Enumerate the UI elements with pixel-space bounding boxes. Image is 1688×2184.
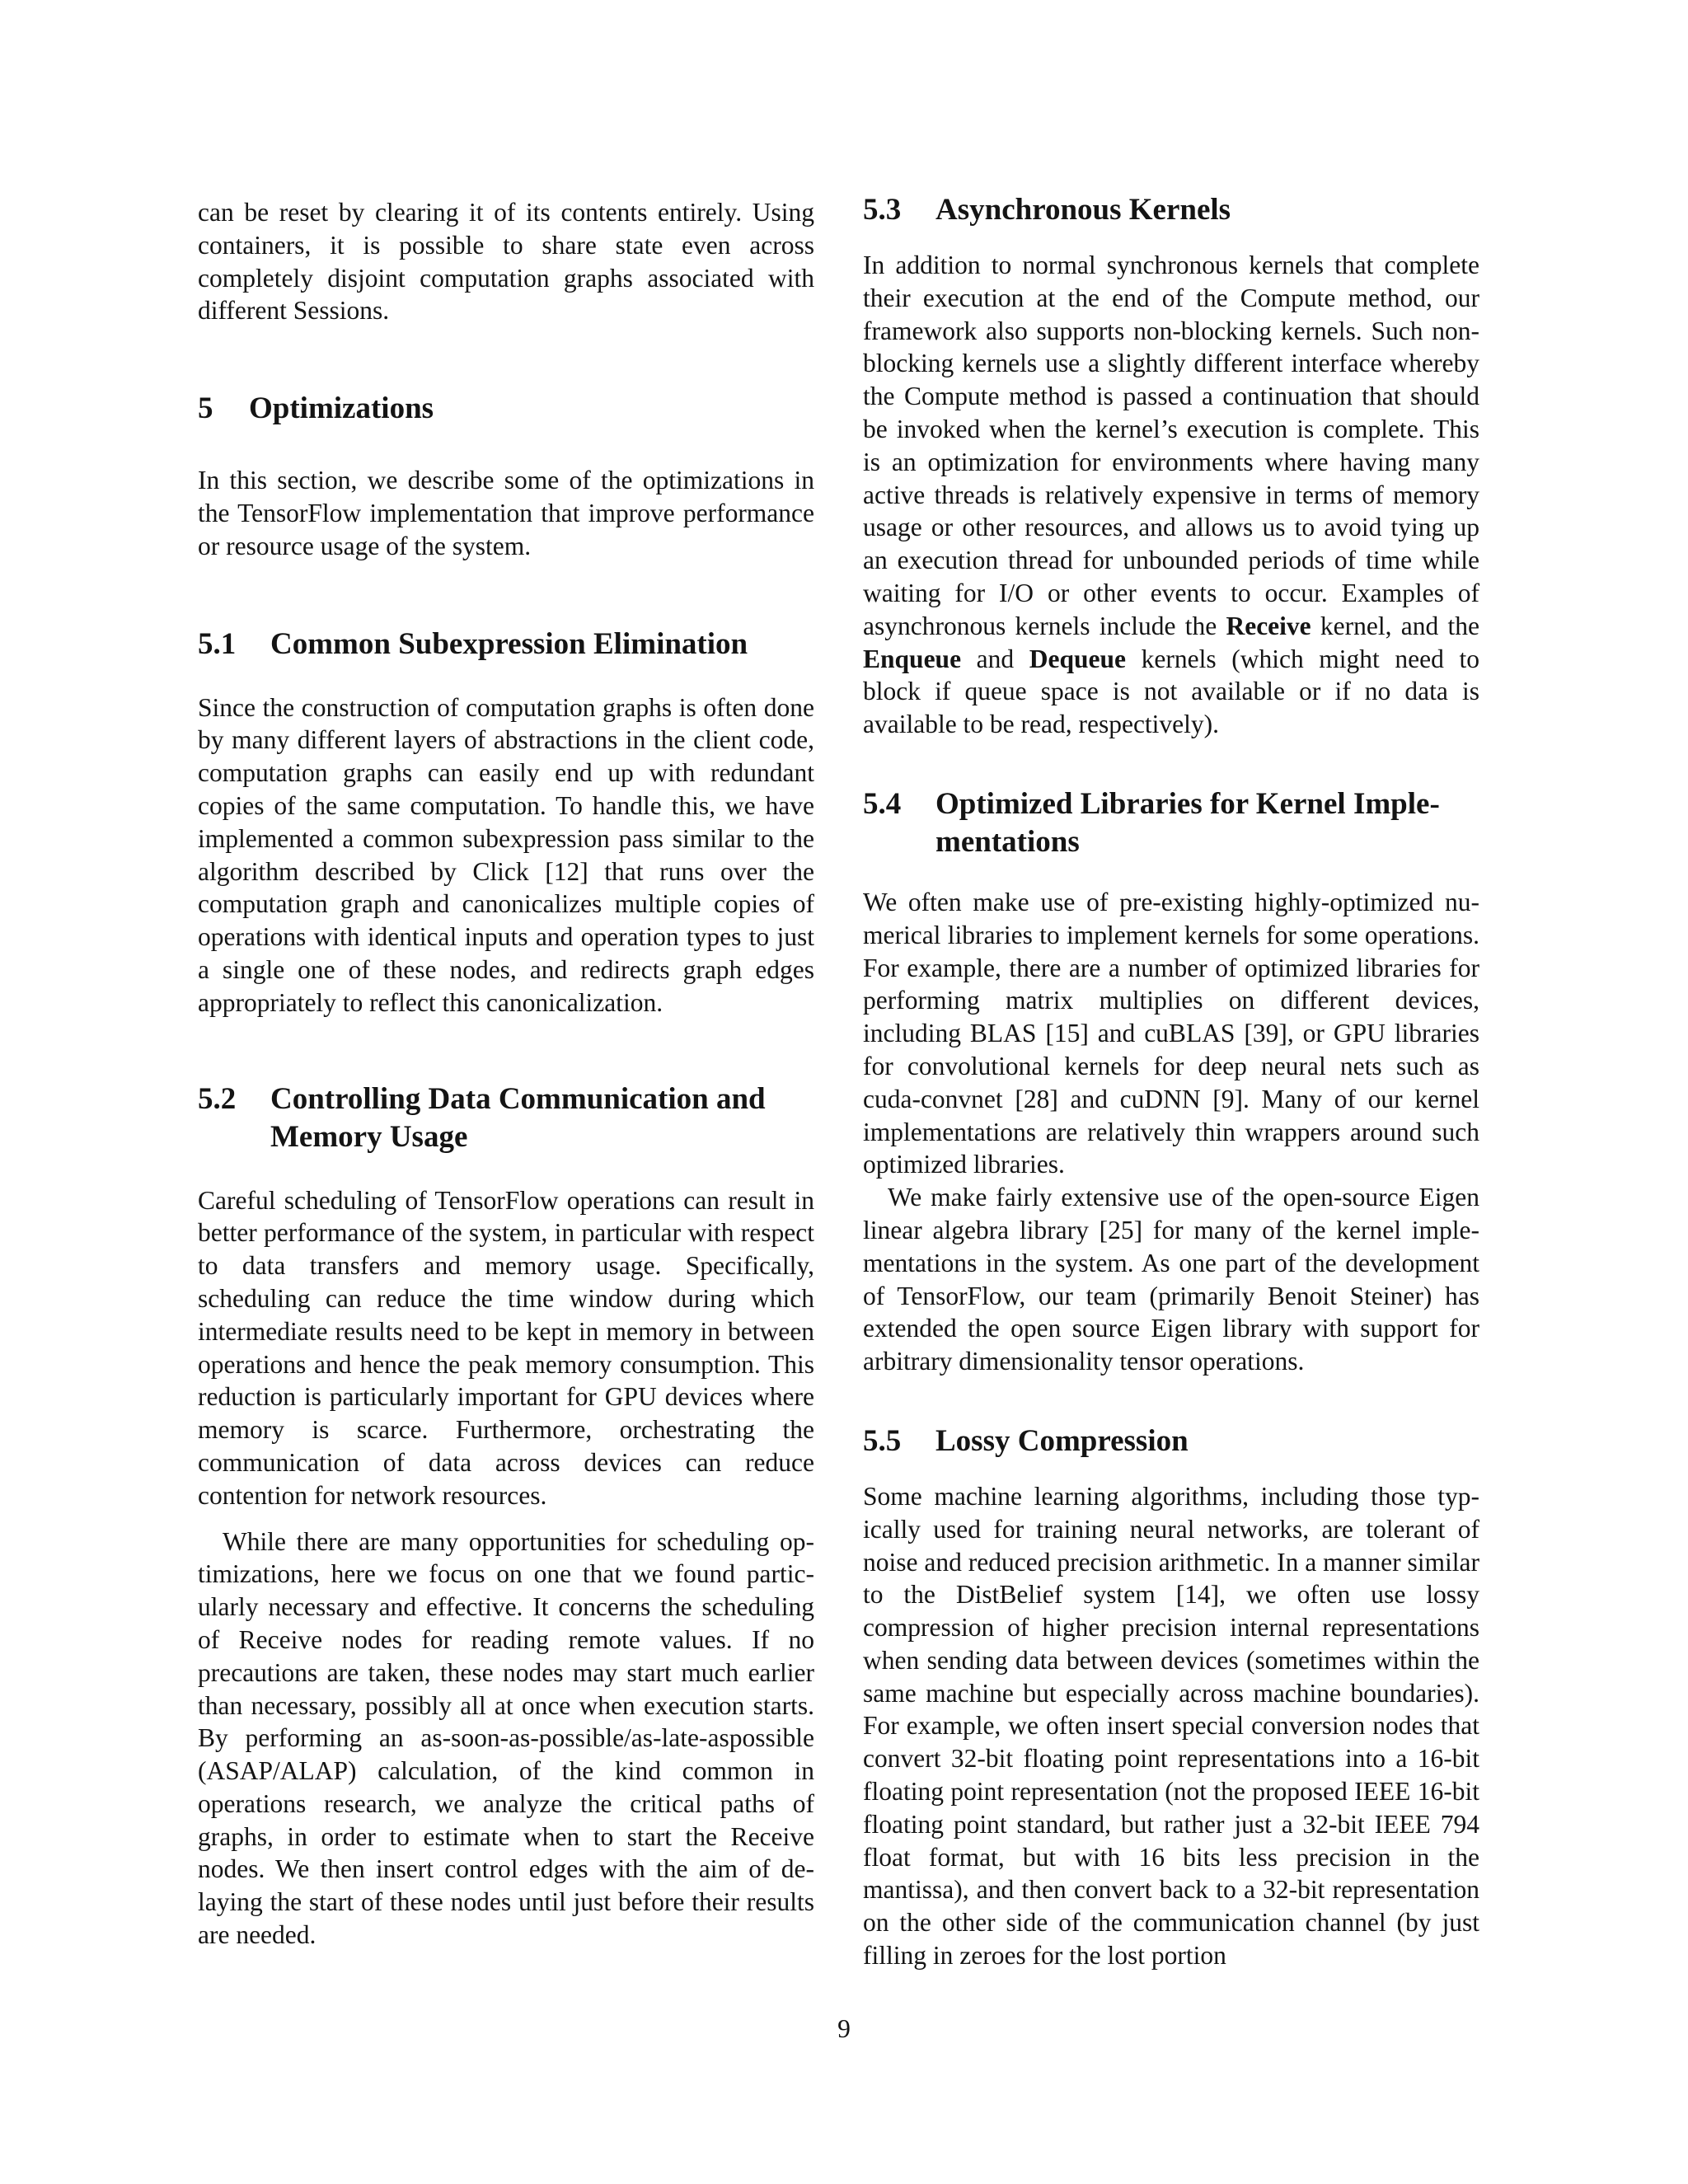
enqueue-kernel-name: Enqueue — [863, 644, 962, 673]
section-5-4-para-1: We often make use of pre-existing highly-optimized numerical libraries to implement kernels for some operations. For example, there are a number of optimized libraries for performing matrix multiplies on different devices, including BLAS [15] and cuBLAS [39], or GPU libraries for convolutional kernels for deep neural nets such as cuda-convnet [28] and cuDNN [9]. Many of our kernel implementations are relatively thin wrappers around such optimized libraries. — [863, 887, 1479, 1179]
section-5-1-heading — [198, 626, 814, 663]
left-column — [198, 196, 814, 1952]
subsection-number: 5.1 — [198, 626, 237, 661]
subsection-title: Common Subexpression Elimination — [270, 626, 748, 661]
section-5-2-heading — [198, 1080, 814, 1156]
subsection-number: 5.4 — [863, 786, 902, 821]
section-5-5-heading — [863, 1422, 1479, 1460]
subsection-number: 5.2 — [198, 1081, 237, 1116]
section-5-3-heading — [863, 191, 1479, 229]
section-5-heading — [198, 390, 814, 428]
section-5-body: In this section, we describe some of the optimizations in the TensorFlow implementation that improve performance or resource usage of the system. — [198, 466, 814, 560]
section-number: 5 — [198, 391, 213, 426]
subsection-title: Optimized Libraries for Kernel Implementations — [935, 786, 1440, 859]
subsection-number: 5.3 — [863, 193, 902, 227]
body-text: kernel, and the — [1311, 611, 1480, 640]
subsection-title: Asynchronous Kernels — [935, 193, 1231, 227]
continuation-paragraph: can be reset by clearing it of its contents entirely. Using containers, it is possible to share state even across completely disjoint computation graphs associated with different Sessions. — [198, 198, 814, 326]
body-text: kernels (which might need to block if queue space is not available or if no data is available to be read, respectively). — [863, 644, 1480, 739]
section-5-3-body — [863, 249, 1479, 741]
subsection-number: 5.5 — [863, 1423, 902, 1458]
receive-kernel-name: Receive — [1226, 611, 1311, 640]
section-5-4-para-2: We make fairly extensive use of the open-source Eigen linear algebra library [25] for many of the kernel implementations in the system. As one part of the development of TensorFlow, our team (primarily Benoit Steiner) has extended the open source Eigen library with support for arbitrary dimensionality tensor operations. — [863, 1183, 1479, 1376]
subsection-title: Controlling Data Communication and Memory Usage — [270, 1081, 766, 1154]
section-5-2-para-2: While there are many opportunities for scheduling optimizations, here we focus on one that we found particularly necessary and effective. It concerns the scheduling of Receive nodes for reading remote values. If no precautions are taken, these nodes may start much earlier than necessary, possibly all at once when execution starts. By performing an as-soon-as-possible/as-late-aspossible (ASAP/ALAP) calculation, of the kind common in operations research, we analyze the critical paths of graphs, in order to estimate when to start the Receive nodes. We then insert control edges with the aim of delaying the start of these nodes until just before their results are needed. — [198, 1526, 814, 1950]
section-title: Optimizations — [249, 391, 434, 426]
section-5-1-body: Since the construction of computation graphs is often done by many different layers of abstractions in the client code, computation graphs can easily end up with redundant copies of the same computation. To handle this, we have implemented a common subexpression pass similar to the algorithm described by Click [12] that runs over the computation graph and canonicalizes multiple copies of operations with identical inputs and operation types to just a single one of these nodes, and redirects graph edges appropriately to reflect this canonicalization. — [198, 692, 814, 1017]
section-5-5-body: Some machine learning algorithms, including those typically used for training neural networks, are tolerant of noise and reduced precision arithmetic. In a manner similar to the DistBelief system [14], we often use lossy compression of higher precision internal representations when sending data between devices (sometimes within the same machine but especially across machine boundaries). For example, we often insert special conversion nodes that convert 32-bit floating point representations into a 16-bit floating point representation (not the proposed IEEE 16-bit floating point standard, but rather just a 32-bit IEEE 794 float format, but with 16 bits less precision in the mantissa), and then convert back to a 32-bit representation on the other side of the communication channel (by just filling in zeroes for the lost portion — [863, 1481, 1479, 1971]
subsection-title: Lossy Compression — [935, 1423, 1189, 1458]
section-5-4-heading — [863, 785, 1479, 861]
page-number: 9 — [837, 2014, 851, 2043]
body-text: In addition to normal synchronous kernels that complete their execution at the end of the Compute method, our framework also supports non-blocking kernels. Such non-blocking kernels use a slightly different interface whereby the Compute method is passed a continuation that should be invoked when the kernel’s execution is complete. This is an optimization for environments where having many active threads is relatively expensive in terms of memory usage or other resources, and allows us to avoid tying up an execution thread for unbounded periods of time while waiting for I/O or other events to occur. Examples of asynchronous kernels include the — [863, 251, 1479, 640]
dequeue-kernel-name: Dequeue — [1029, 644, 1127, 673]
body-text: and — [961, 644, 1029, 673]
section-5-2-para-1: Careful scheduling of TensorFlow operations can result in better performance of the system, in particular with respect to data transfers and memory usage. Specifically, scheduling can reduce the time window during which intermediate results need to be kept in memory in between operations and hence the peak memory consumption. This reduction is particularly important for GPU devices where memory is scarce. Furthermore, orchestrating the communication of data across devices can reduce contention for network resources. — [198, 1185, 814, 1510]
right-column — [863, 193, 1480, 1972]
